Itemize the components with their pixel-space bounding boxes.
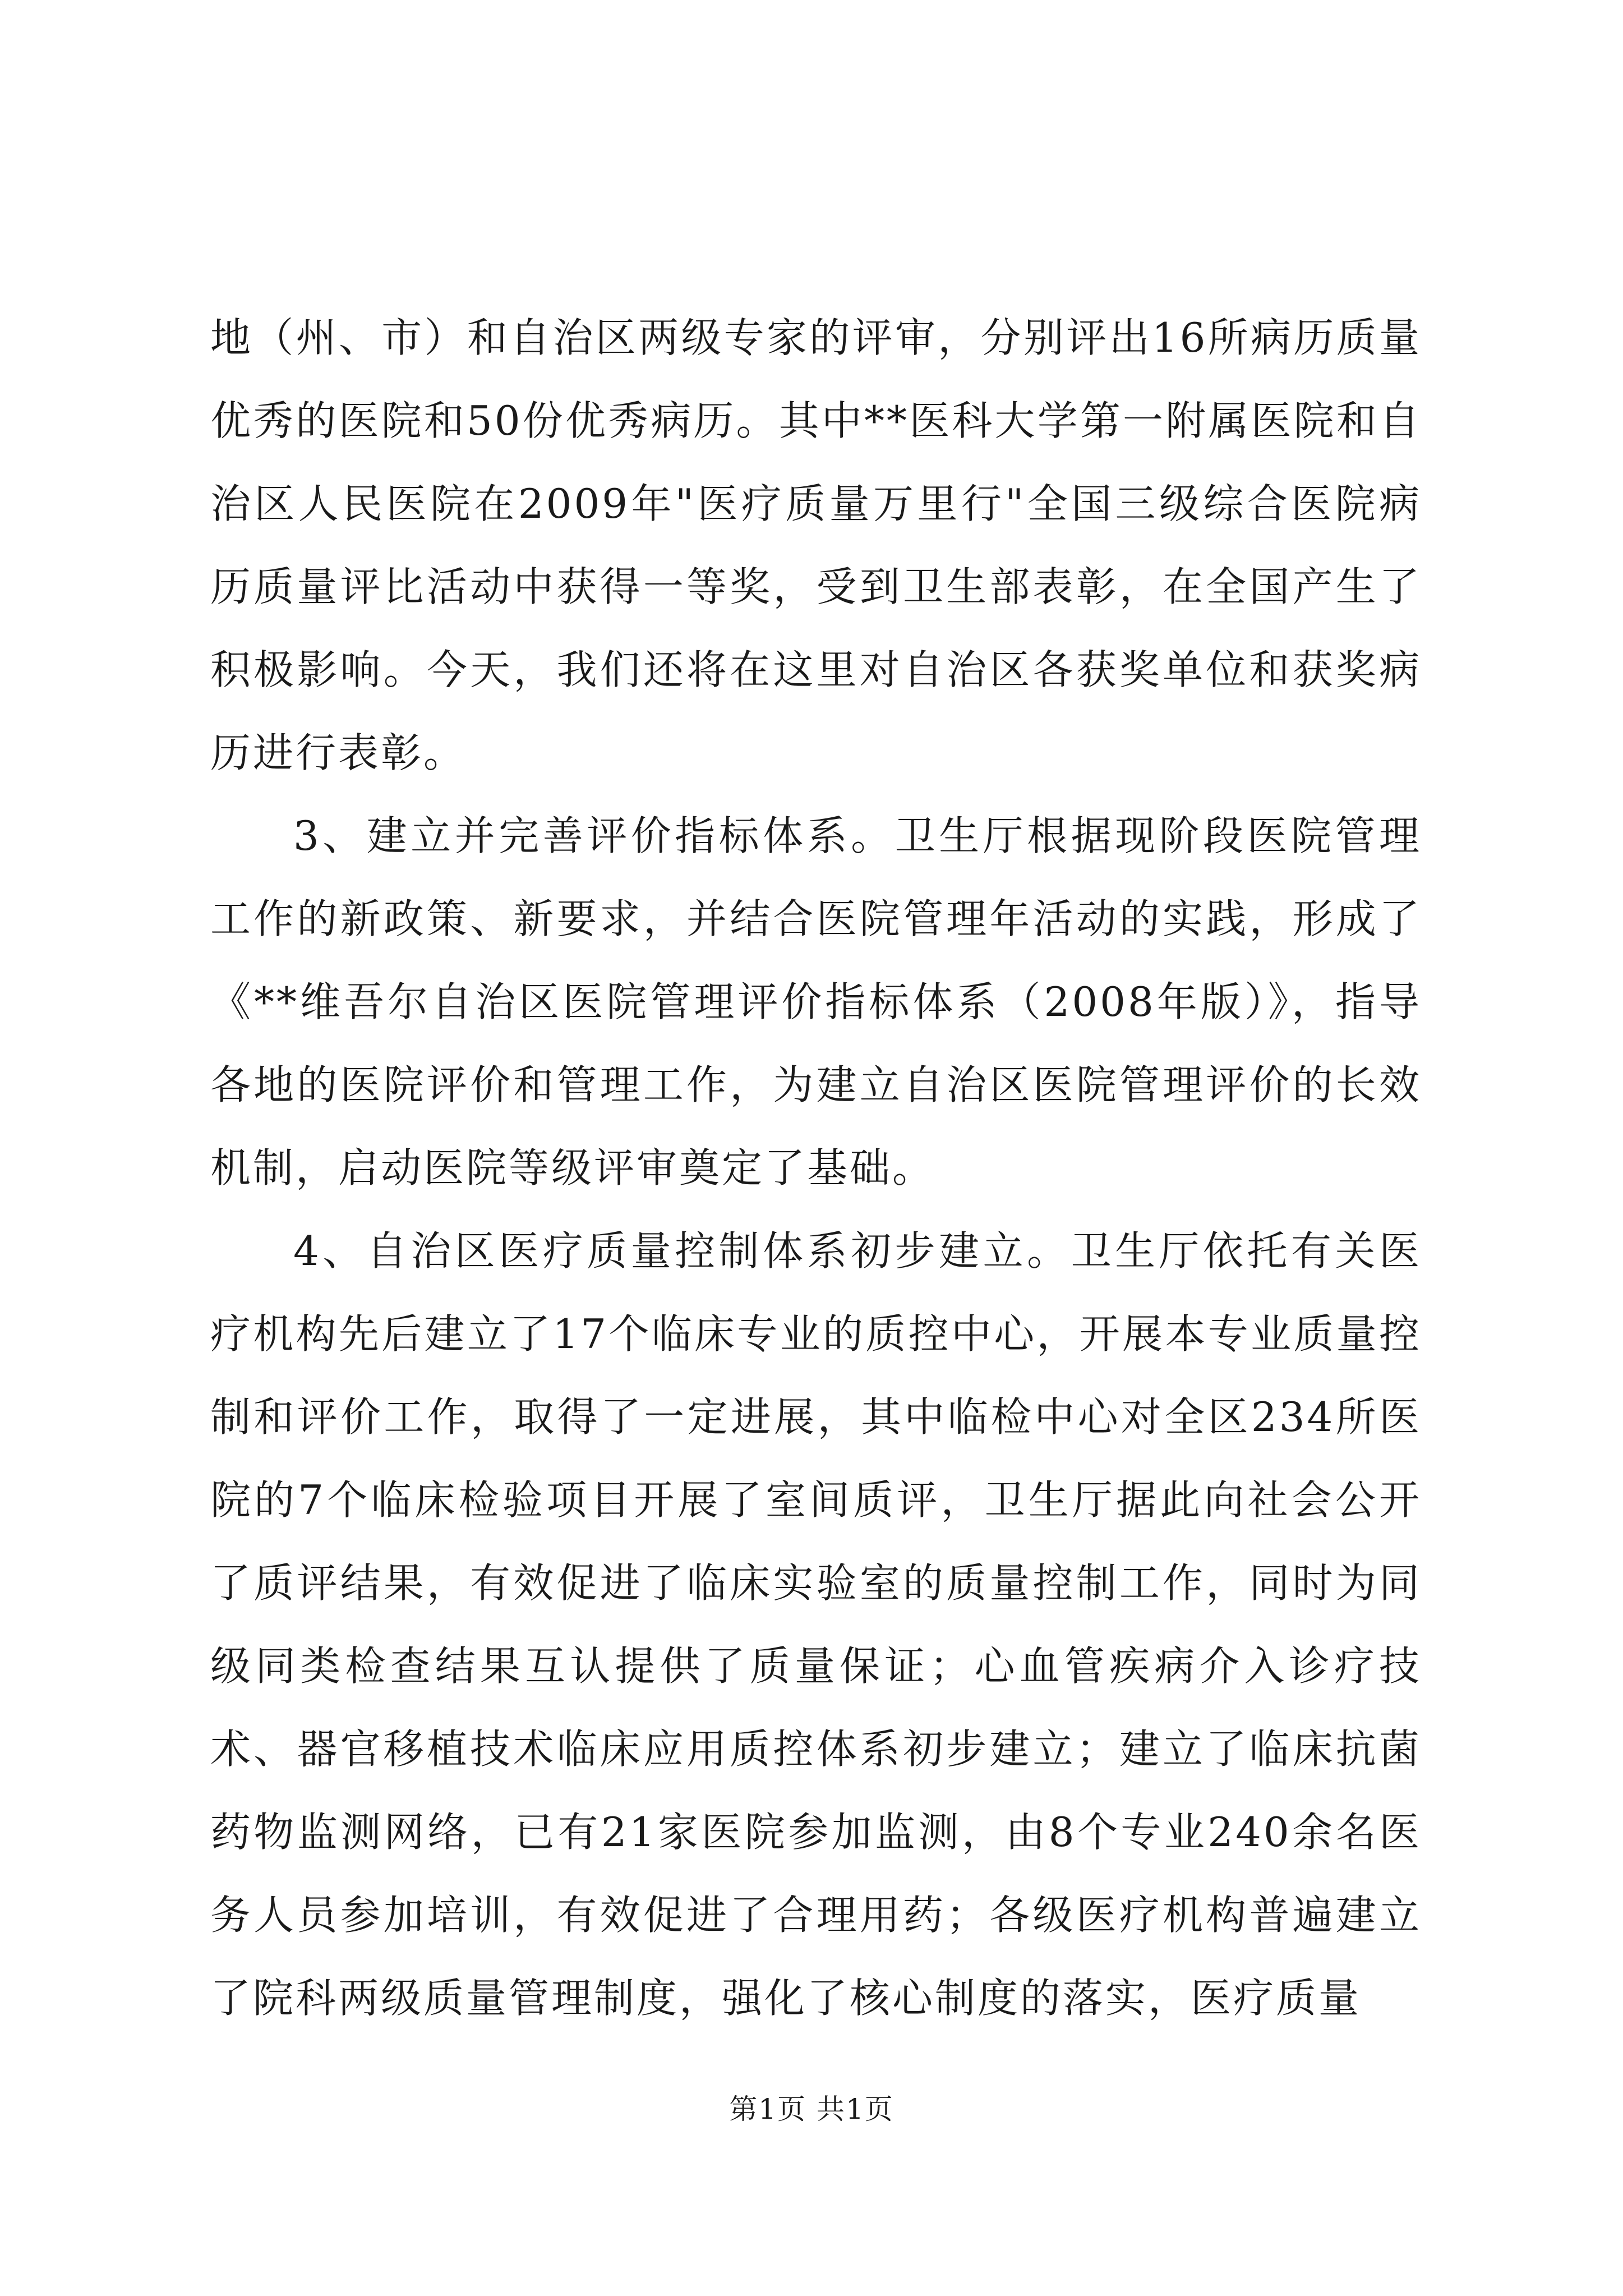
page-footer: 第1页 共1页 (729, 2093, 894, 2125)
paragraph-evaluation-index-system: 3、建立并完善评价指标体系。卫生厅根据现阶段医院管理工作的新政策、新要求，并结合医院管理年活动的实践，形成了《**维吾尔自治区医院管理评价指标体系（2008年版）》，指导各地的医院评价和管理工作，为建立自治区医院管理评价的长效机制，启动医院等级评审奠定了基础。 (210, 812, 1422, 1191)
paragraph-quality-control-system: 4、自治区医疗质量控制体系初步建立。卫生厅依托有关医疗机构先后建立了17个临床专业的质控中心，开展本专业质量控制和评价工作，取得了一定进展，其中临检中心对全区234所医院的7个临床检验项目开展了室间质评，卫生厅据此向社会公开了质评结果，有效促进了临床实验室的质量控制工作，同时为同级同类检查结果互认提供了质量保证；心血管疾病介入诊疗技术、器官移植技术临床应用质控体系初步建立；建立了临床抗菌药物监测网络，已有21家医院参加监测，由8个专业240余名医务人员参加培训，有效促进了合理用药；各级医疗机构普遍建立了院科两级质量管理制度，强化了核心制度的落实，医疗质量 (210, 1227, 1422, 2022)
paragraph-continuation: 地（州、市）和自治区两级专家的评审，分别评出16所病历质量优秀的医院和50份优秀病历。其中**医科大学第一附属医院和自治区人民医院在2009年"医疗质量万里行"全国三级综合医院病历质量评比活动中获得一等奖，受到卫生部表彰，在全国产生了积极影响。今天，我们还将在这里对自治区各获奖单位和获奖病历进行表彰。 (210, 314, 1422, 776)
document-body (210, 296, 1422, 2040)
